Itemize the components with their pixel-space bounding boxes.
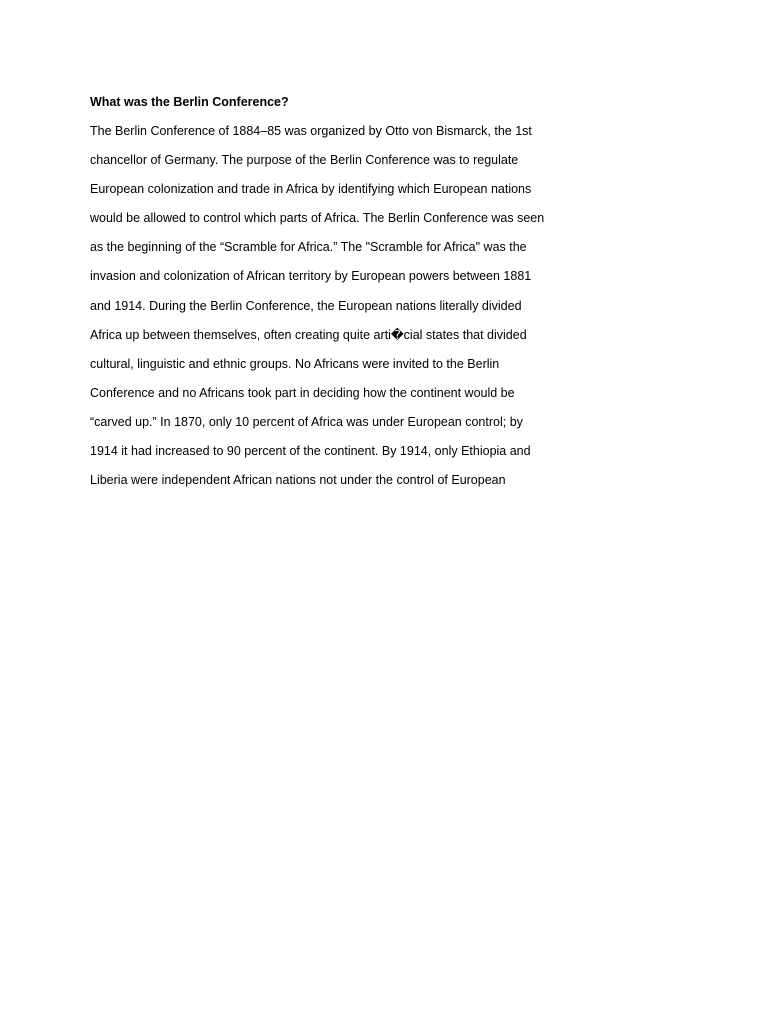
- paragraph-line-2: chancellor of Germany. The purpose of the Berlin Conference was to regulate: [90, 153, 519, 167]
- paragraph-line-7: and 1914. During the Berlin Conference, the European nations literally divided: [90, 299, 522, 313]
- paragraph-line-1: The Berlin Conference of 1884–85 was organized by Otto von Bismarck, the 1st: [90, 124, 532, 138]
- paragraph-line-9: cultural, linguistic and ethnic groups. No Africans were invited to the Berlin: [90, 357, 500, 371]
- paragraph-line-13: Liberia were independent African nations not under the control of European: [90, 473, 506, 487]
- document-heading: What was the Berlin Conference?: [90, 95, 289, 109]
- paragraph-line-5: as the beginning of the “Scramble for Africa.” The "Scramble for Africa" was the: [90, 240, 527, 254]
- paragraph-line-3: European colonization and trade in Africa by identifying which European nations: [90, 182, 532, 196]
- paragraph-line-4: would be allowed to control which parts of Africa. The Berlin Conference was seen: [90, 211, 545, 225]
- paragraph-line-10: Conference and no Africans took part in deciding how the continent would be: [90, 386, 515, 400]
- paragraph-line-11: “carved up.” In 1870, only 10 percent of Africa was under European control; by: [90, 415, 523, 429]
- paragraph-line-12: 1914 it had increased to 90 percent of the continent. By 1914, only Ethiopia and: [90, 444, 531, 458]
- paragraph-line-8: Africa up between themselves, often creating quite arti�cial states that divided: [90, 328, 527, 342]
- paragraph-line-6: invasion and colonization of African territory by European powers between 1881: [90, 269, 532, 283]
